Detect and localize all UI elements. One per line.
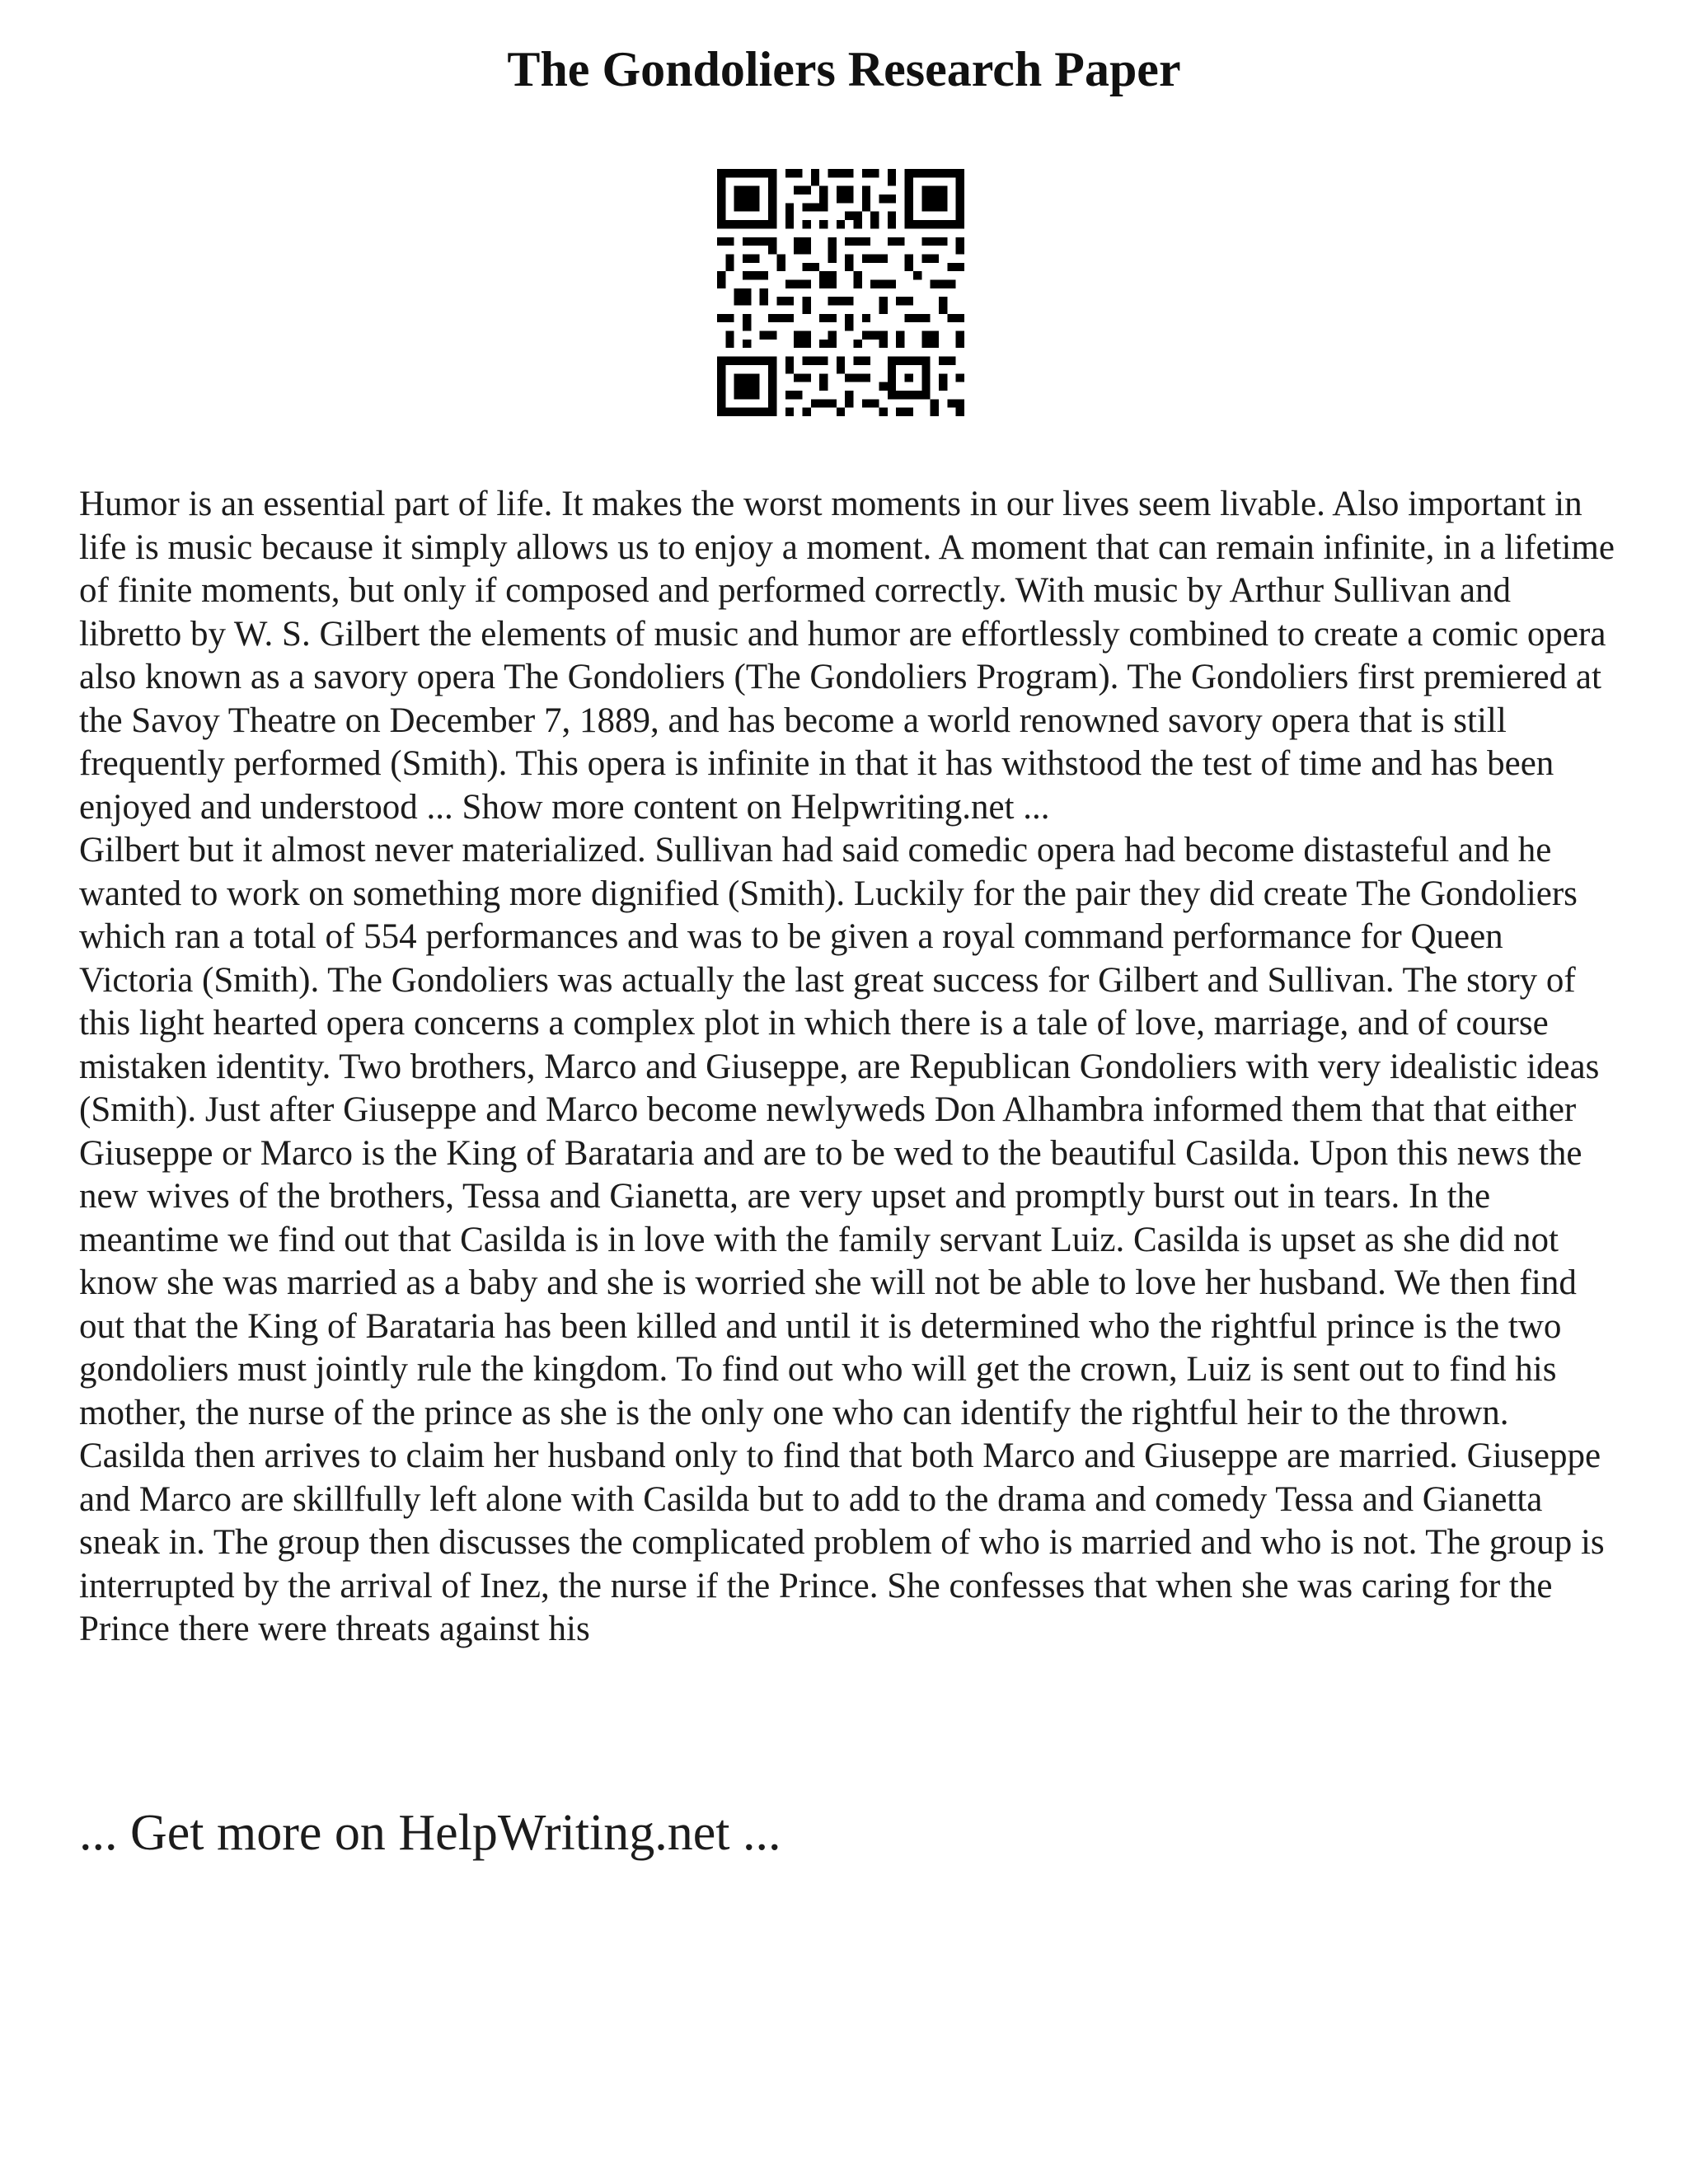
get-more-link[interactable]: ... Get more on HelpWriting.net ... [79,1805,781,1861]
qr-code-icon [717,169,964,416]
paragraph: Gilbert but it almost never materialized. Sullivan had said comedic opera had become distasteful and he wanted to work on something more dignified (Smith). Luckily for the pair they did create The Gondoliers which ran a total of 554 performances and was to be given a royal command performance for Queen Victoria (Smith). The Gondoliers was actually the last great success for Gilbert and Sullivan. The story of this light hearted opera concerns a complex plot in which there is a tale of love, marriage, and of course mistaken identity. Two brothers, Marco and Giuseppe, are Republican Gondoliers with very idealistic ideas (Smith). Just after Giuseppe and Marco become newlyweds Don Alhambra informed them that that either Giuseppe or Marco is the King of Barataria and are to be wed to the beautiful Casilda. Upon this news the new wives of the brothers, Tessa and Gianetta, are very upset and promptly burst out in tears. In the meantime we find out that Casilda is in love with the family servant Luiz. Casilda is upset as she did not know she was married as a baby and she is worried she will not be able to love her husband. We then find out that the King of Barataria has been killed and until it is determined who the rightful prince is the two gondoliers must jointly rule the kingdom. To find out who will get the crown, Luiz is sent out to find his mother, the nurse of the prince as she is the only one who can identify the rightful heir to the thrown. Casilda then arrives to claim her husband only to find that both Marco and Giuseppe are married. Giuseppe and Marco are skillfully left alone with Casilda but to add to the drama and comedy Tessa and Gianetta sneak in. The group then discusses the complicated problem of who is married and who is not. The group is interrupted by the arrival of Inez, the nurse if the Prince. She confesses that when she was caring for the Prince there were threats against his [79,831,1605,1648]
page-title: The Gondoliers Research Paper [507,42,1181,96]
qr-code-graphic [717,169,964,416]
paragraph: Humor is an essential part of life. It makes the worst moments in our lives seem livable. Also important in life is music because it simply allows us to enjoy a moment. A moment that can remain infinite, in a lifetime of finite moments, but only if composed and performed correctly. With music by Arthur Sullivan and libretto by W. S. Gilbert the elements of music and humor are effortlessly combined to create a comic opera also known as a savory opera The Gondoliers (The Gondoliers Program). The Gondoliers first premiered at the Savoy Theatre on December 7, 1889, and has become a world renowned savory opera that is still frequently performed (Smith). This opera is infinite in that it has withstood the test of time and has been enjoyed and understood ... Show more content on Helpwriting.net ... [79,485,1615,827]
article-body [79,483,1620,1652]
